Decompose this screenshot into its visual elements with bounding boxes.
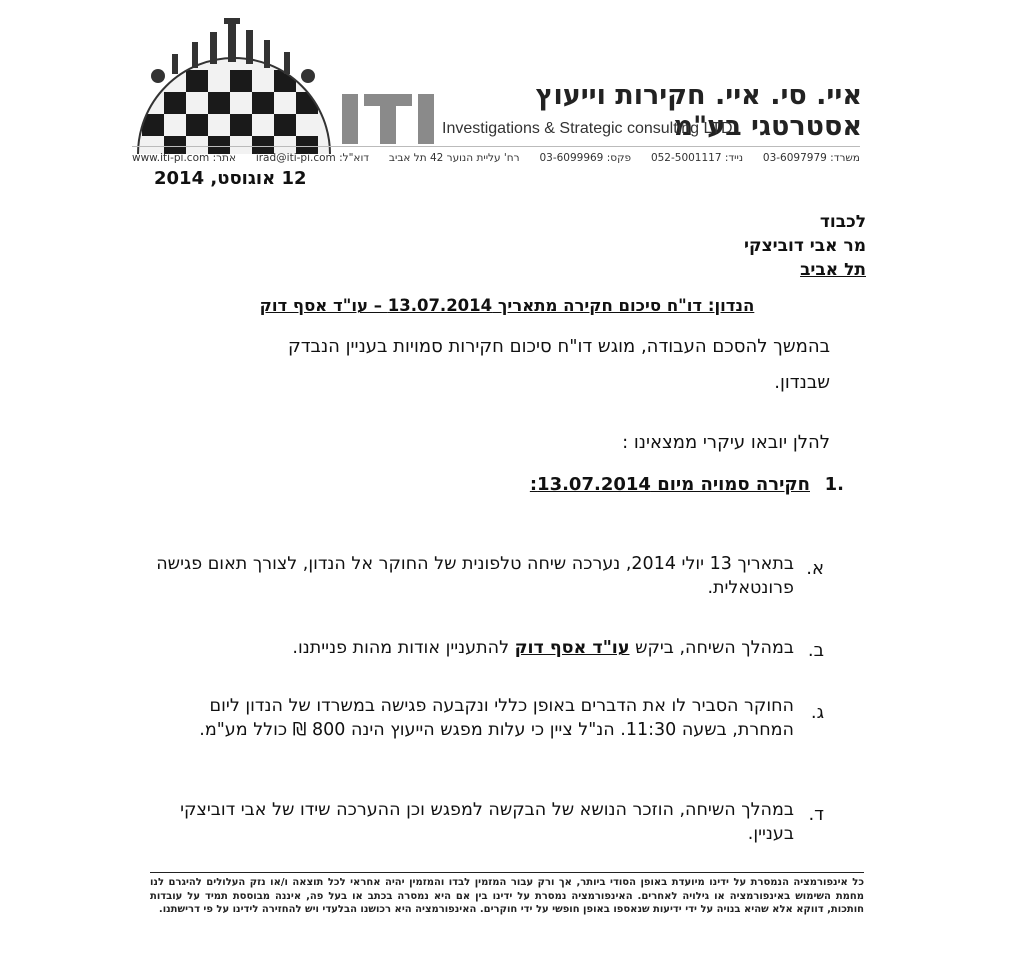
item-text-part: במהלך השיחה, ביקש [635, 638, 794, 658]
recipient-salutation: לכבוד [819, 212, 866, 232]
office-number: 03-6097979 משרד: [762, 152, 860, 164]
recipient-city: תל אביב [800, 260, 866, 280]
iti-logo [338, 86, 438, 150]
findings-intro: להלן יובאו עיקרי ממצאינו : [622, 432, 830, 453]
subject-name: עו"ד אסף דוק [514, 638, 630, 658]
website-link[interactable]: www.iti-pi.com אתר: [132, 152, 236, 164]
item-letter: א. [806, 558, 824, 579]
company-name-hebrew: איי. סי. איי. חקירות וייעוץ אסטרטגי בע"מ [535, 80, 862, 142]
item-text: החוקר הסביר לו את הדברים באופן כללי ונקבעה פגישה במשרדו של הנדון ליום המחרת, בשעה 11:30. הנ"ל ציין כי עלות מפגש הייעוץ הינה 800 ₪ כולל מע"מ. [199, 696, 794, 740]
fax-number: 03-6099969 פקס: [539, 152, 632, 164]
item-letter: ב. [807, 640, 824, 661]
letter-subject: הנדון: דו"ח סיכום חקירה מתאריך 13.07.2014 – עו"ד אסף דוק [259, 296, 755, 315]
section-number: 1. [824, 474, 844, 495]
footer-divider [150, 872, 864, 873]
item-text: בתאריך 13 יולי 2014, נערכה שיחה טלפונית של החוקר אל הנדון, לצורך תאום פגישה פרונטאלית. [156, 554, 794, 598]
recipient-name: מר אבי דוביצקי [744, 236, 866, 256]
item-letter: ד. [808, 804, 824, 825]
chess-globe-logo [128, 14, 340, 154]
company-name-english: Investigations & Strategic consulting LTD [442, 120, 733, 137]
intro-paragraph: בהמשך להסכם העבודה, מוגש דו"ח סיכום חקירות סמויות בעניין הנבדק [287, 336, 830, 357]
address-text: רח' עליית הנוער 42 תל אביב [388, 152, 520, 164]
section-title: חקירה סמויה מיום 13.07.2014: [529, 474, 810, 495]
item-letter: ג. [810, 702, 824, 723]
footer-disclaimer: כל אינפורמציה הנמסרת על ידינו מיועדת באופן הסודי ביותר, אך ורק עבור המזמין לבדו והמזמין יהיה אחראי לכל תוצאה ו/או נזק העלולים להיגרם לנו מחמת השימוש באינפורמציה או גילויה לאחרים. האינפורמציה נמסרת על ידינו בין אם היא נמסרה בכתב או בעל פה, איננה מבוססת תמיד על עובדות חותכות, דווקא אלא שהיא בנויה על ידי ידיעות שנאספו באופן חופשי על ידי חוקרים. האינפורמציה היא רכושנו הבלעדי ויש להחזירה לידינו על פי דרישתנו. [150, 877, 864, 915]
letter-date: 12 אוגוסט, 2014 [154, 168, 307, 189]
mobile-number: 052-5001117 נייד: [650, 152, 744, 164]
intro-paragraph-continued: שבנדון. [774, 372, 830, 393]
item-text [154, 636, 794, 660]
item-text: במהלך השיחה, הוזכר הנושא של הבקשה למפגש וכן ההערכה שידו של אבי דוביצקי בעניין. [180, 800, 794, 844]
contact-line [132, 152, 860, 164]
item-text-part: להתעניין אודות מהות פנייתנו. [292, 638, 510, 658]
email-link[interactable]: irad@iti-pi.com דוא"ל: [255, 152, 370, 164]
